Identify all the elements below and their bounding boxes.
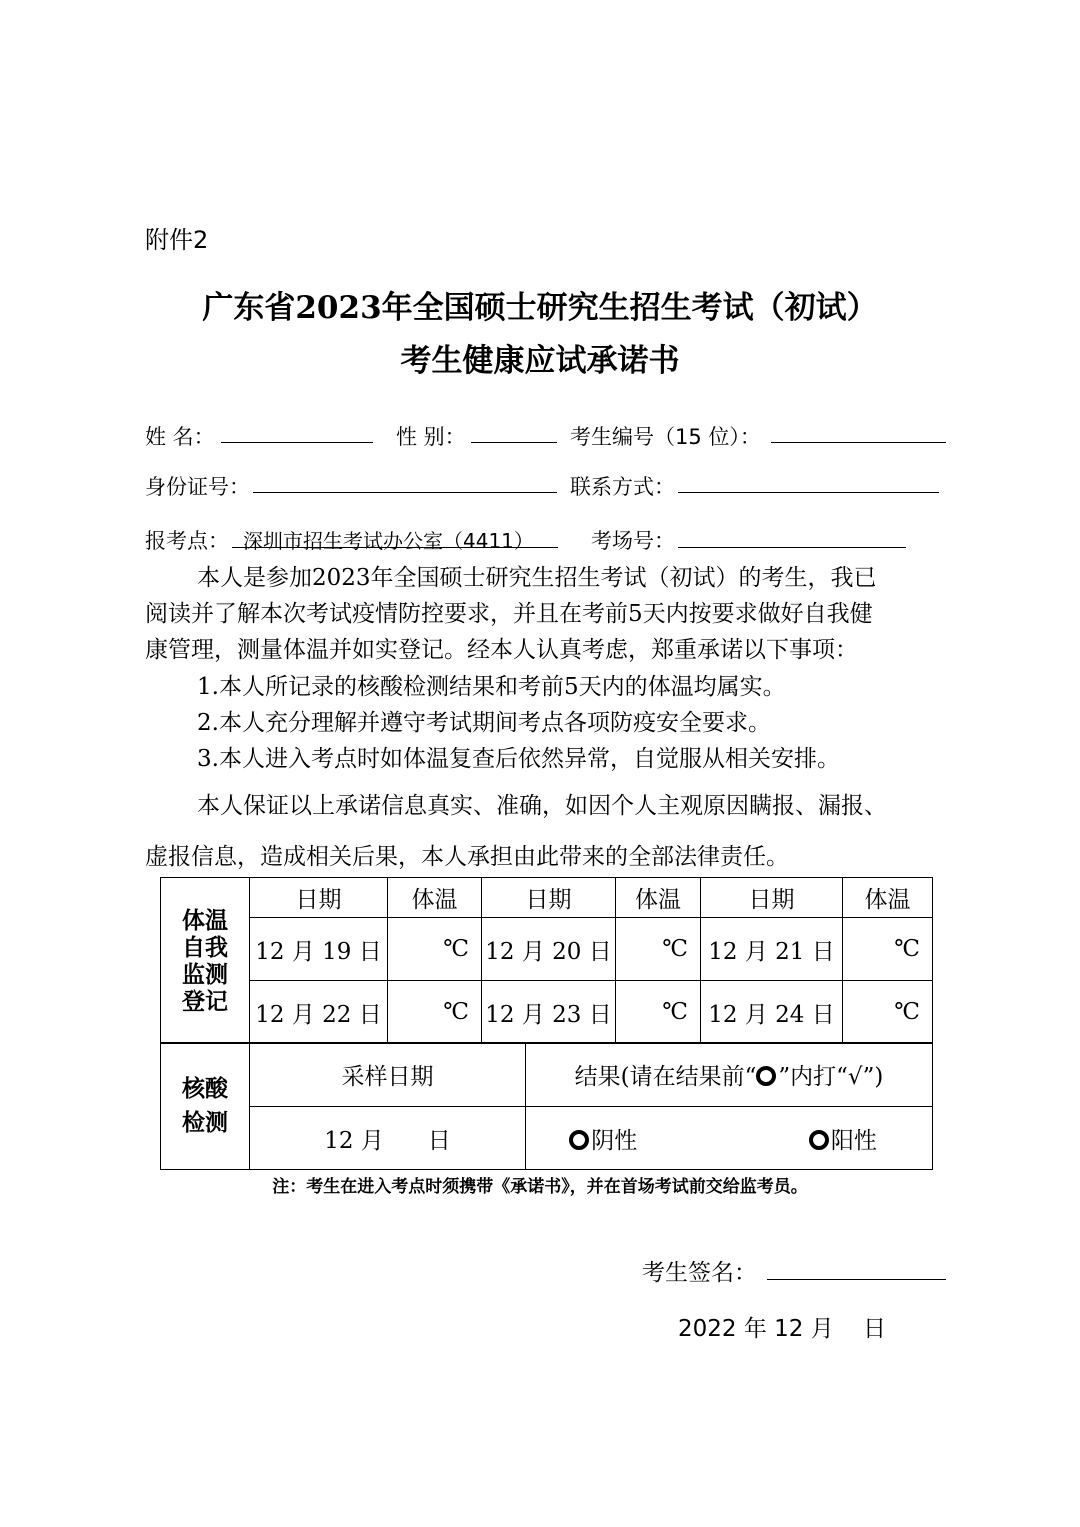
- contact-field[interactable]: [678, 492, 939, 493]
- positive-option[interactable]: [809, 1122, 889, 1155]
- temperature-input[interactable]: ℃: [616, 981, 701, 1044]
- date-header: 日期: [701, 878, 843, 918]
- signature-field[interactable]: [767, 1279, 946, 1280]
- id-number-label: 身份证号：: [145, 475, 250, 499]
- temperature-row-header: 体温自我监测登记: [182, 906, 228, 1015]
- radio-circle-icon[interactable]: [569, 1130, 589, 1150]
- nucleic-row-header: 核酸检测: [182, 1075, 228, 1136]
- temperature-header: 体温: [843, 878, 933, 918]
- temperature-header: 体温: [388, 878, 482, 918]
- negative-label: 阴性: [591, 1127, 638, 1154]
- temperature-table: [160, 877, 933, 1044]
- temperature-input[interactable]: ℃: [843, 918, 933, 981]
- date-cell: 12 月 20 日: [482, 918, 616, 981]
- exam-site-value: 深圳市招生考试办公室（4411）: [243, 529, 534, 553]
- name-label: 姓 名：: [145, 425, 215, 449]
- temperature-input[interactable]: ℃: [843, 981, 933, 1044]
- date-header: 日期: [482, 878, 616, 918]
- radio-circle-icon: [756, 1066, 776, 1086]
- radio-circle-icon[interactable]: [809, 1130, 829, 1150]
- id-number-field[interactable]: [253, 492, 557, 493]
- footnote: 注：考生在进入考点时须携带《承诺书》，并在首场考试前交给监考员。: [272, 1177, 808, 1197]
- guarantee-paragraph-line: 本人保证以上承诺信息真实、准确，如因个人主观原因瞒报、漏报、: [197, 793, 887, 819]
- pledge-item-3: 3.本人进入考点时如体温复查后依然异常，自觉服从相关安排。: [197, 746, 840, 772]
- result-header-prefix: 结果(请在结果前“: [574, 1064, 757, 1090]
- sample-date-header: 采样日期: [250, 1043, 526, 1107]
- pledge-paragraph-line: 康管理，测量体温并如实登记。经本人认真考虑，郑重承诺以下事项：: [145, 637, 858, 663]
- pledge-item-1: 1.本人所记录的核酸检测结果和考前5天内的体温均属实。: [197, 674, 786, 700]
- pledge-item-2: 2.本人充分理解并遵守考试期间考点各项防疫安全要求。: [197, 710, 771, 736]
- sample-date-input[interactable]: 12 月 日: [250, 1107, 526, 1170]
- exam-site-label: 报考点：: [145, 529, 229, 553]
- exam-room-field[interactable]: [678, 547, 906, 548]
- exam-number-field[interactable]: [771, 442, 946, 443]
- positive-label: 阳性: [830, 1127, 877, 1154]
- date-cell: 12 月 23 日: [482, 981, 616, 1044]
- temperature-header: 体温: [616, 878, 701, 918]
- date-cell: 12 月 19 日: [250, 918, 388, 981]
- temperature-input[interactable]: ℃: [388, 918, 482, 981]
- attachment-label: 附件2: [145, 226, 209, 254]
- exam-site-field[interactable]: [232, 547, 558, 548]
- date-cell: 12 月 21 日: [701, 918, 843, 981]
- guarantee-paragraph-line: 虚报信息，造成相关后果，本人承担由此带来的全部法律责任。: [145, 844, 789, 870]
- name-field[interactable]: [221, 442, 373, 443]
- pledge-paragraph-line: 阅读并了解本次考试疫情防控要求，并且在考前5天内按要求做好自我健: [145, 601, 873, 627]
- temperature-input[interactable]: ℃: [616, 918, 701, 981]
- document-subtitle: 考生健康应试承诺书: [400, 343, 680, 379]
- result-header: [526, 1043, 933, 1107]
- signing-date: 2022 年 12 月 日: [678, 1316, 886, 1342]
- nucleic-acid-table: [160, 1042, 933, 1170]
- contact-label: 联系方式：: [570, 475, 675, 499]
- signature-label: 考生签名：: [642, 1260, 757, 1286]
- exam-number-label: 考生编号（15 位）：: [570, 425, 761, 449]
- exam-room-label: 考场号：: [591, 529, 675, 553]
- negative-option[interactable]: [569, 1122, 689, 1155]
- temperature-input[interactable]: ℃: [388, 981, 482, 1044]
- gender-field[interactable]: [471, 442, 557, 443]
- pledge-paragraph-line: 本人是参加2023年全国硕士研究生招生考试（初试）的考生，我已: [197, 565, 877, 591]
- date-cell: 12 月 22 日: [250, 981, 388, 1044]
- date-cell: 12 月 24 日: [701, 981, 843, 1044]
- document-title: 广东省2023年全国硕士研究生招生考试（初试）: [202, 290, 878, 326]
- result-header-suffix: ”内打“√”): [778, 1064, 884, 1090]
- date-header: 日期: [250, 878, 388, 918]
- gender-label: 性 别：: [396, 425, 466, 449]
